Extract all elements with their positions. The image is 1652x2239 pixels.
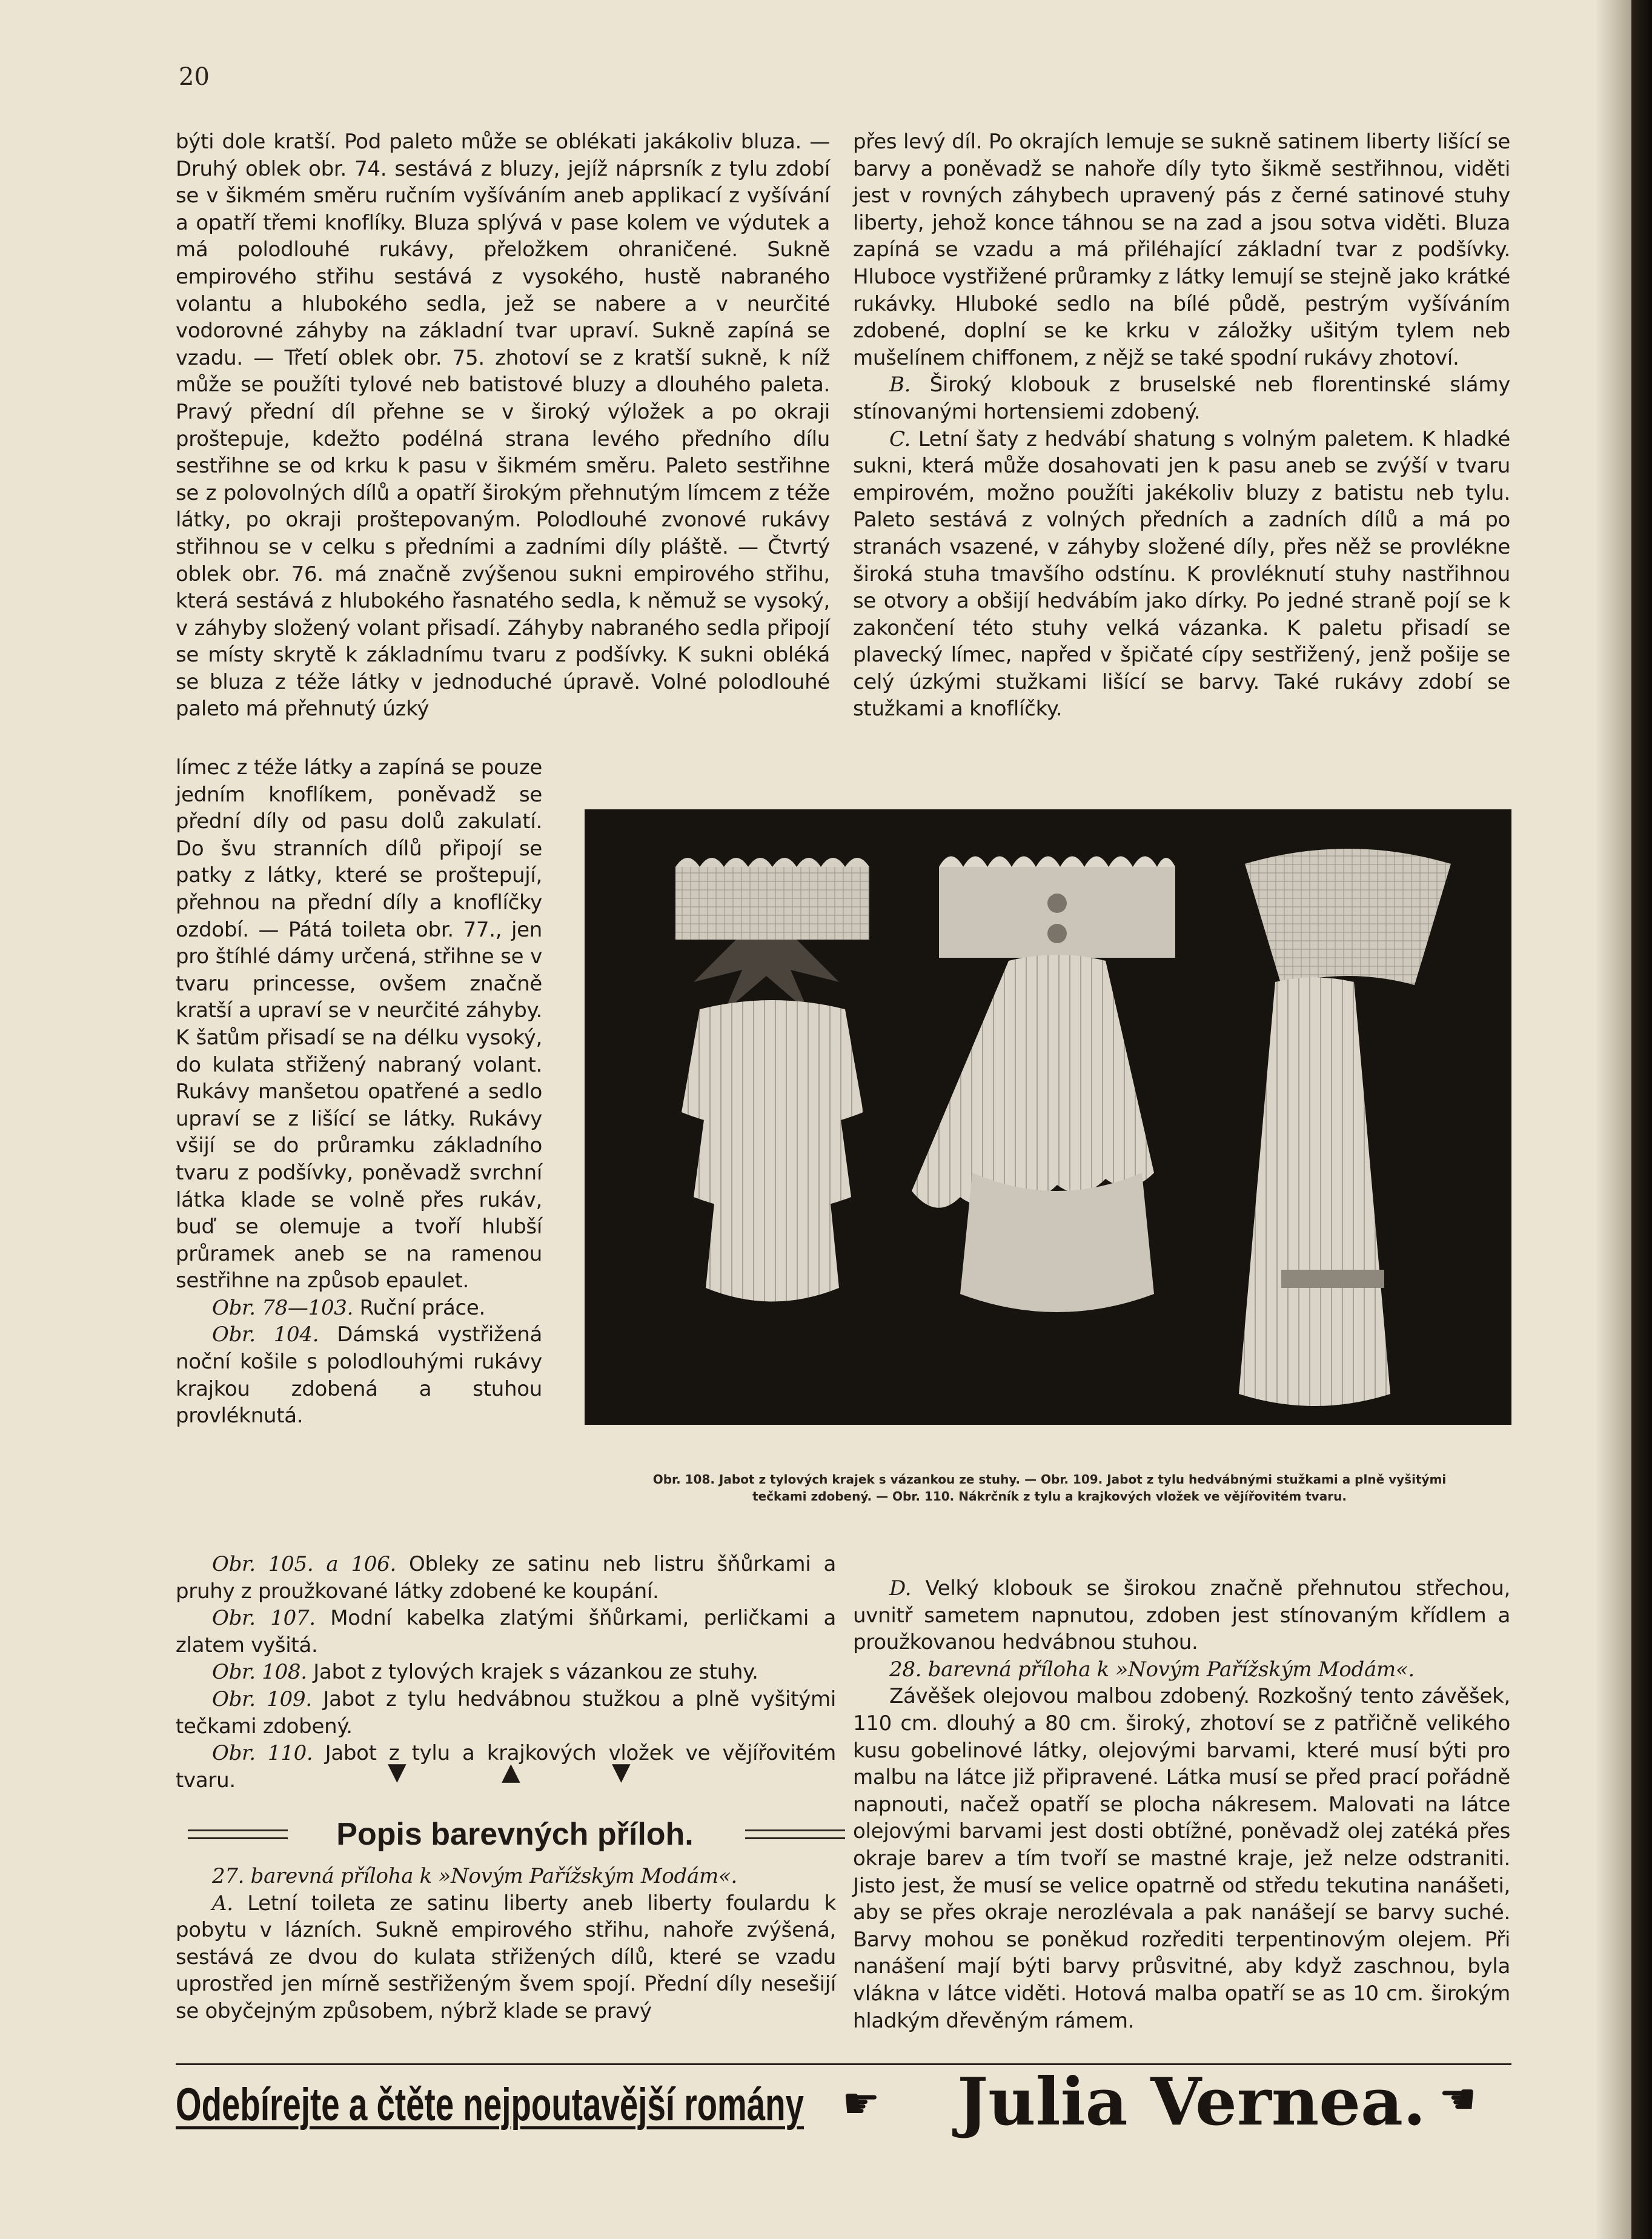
text-obr-108: Jabot z tylových krajek s vázankou ze stuhy.: [313, 1660, 758, 1685]
label-obr-109: Obr. 109.: [212, 1687, 312, 1711]
text-item-d: Velký klobouk se širokou značně přehnutou střechou, uvnitř sametem napnutou, zdoben jest stínovaným křídlem a proužkovanou hedvábnou stuhou.: [853, 1576, 1510, 1655]
paragraph-outfits-74-76: býti dole kratší. Pod paleto může se oblékati jakákoliv bluza. — Druhý oblek obr. 74. sestává z bluzy, jejíž náprsník z tylu zdobí se v šikmém směru ručním vyšíváním aneb applikací z vyšívání a opatří třemi knoflíky. Bluza splývá v pase kolem ve výdutek a má polodlouhé rukávy, přeložkem ohraničené. Sukně empirového střihu sestává z vysokého, hustě nabraného volantu a hlubokého sedla, jež se nabere a v neurčité vodorovné záhyby na základní tvar upraví. Sukně zapíná se vzadu. — Třetí oblek obr. 75. zhotoví se z kratší sukně, k níž může se použíti tylové neb batistové bluzy a dlouhého paleta. Pravý přední díl přehne se v široký výložek a po okraji proštepuje, kdežto podélná strana levého předního dílu sestřihne se od krku k pasu v šikmém směru. Paleto sestřihne se z polovolných dílů a opatří širokým přehnutým límcem z téže látky, po okraji proštepovaným. Polodlouhé zvonové rukávy střihnou se v celku s předními a zadními díly pláště. — Čtvrtý oblek obr. 76. má značně zvýšenou sukni empirového střihu, která sestává z hlubokého řasnatého sedla, k němuž se vysoký, v záhyby složený volant přisadí. Záhyby nabraného sedla připojí se místy skrytě k základnímu tvaru z podšívky. K sukni obléká se bluza z téže látky v jednoduché úpravě. Volné polodlouhé paleto má přehnutý úzký: [176, 130, 830, 721]
text-item-b: Široký klobouk z bruselské neb florentinské slámy stínovanými hortensiemi zdobený.: [853, 373, 1510, 424]
text-obr-104: Dámská vystřižená noční košile s polodlouhými rukávy krajkou zdobená a stuhou provléknutá.: [176, 1322, 542, 1428]
pointing-hand-icon-right: ☛: [1439, 2074, 1477, 2124]
book-spine: [1631, 0, 1652, 2239]
caption-line-2: tečkami zdobený. — Obr. 110. Nákrčník z tylu a krajkových vložek ve vějířovitém tvaru.: [752, 1489, 1347, 1504]
left-column-top: [176, 128, 830, 723]
paragraph-item-a-continued: přes levý díl. Po okrajích lemuje se sukně satinem liberty lišící se barvy a poněvadž se nahoře díly tyto šikmě sestřihnou, viděti jest v rovných záhybech upravený pás z černé satinové stuhy liberty, jehož konce táhnou se na zad a jsou sotva viděti. Bluza zapíná se vzadu a má přiléhající základní tvar z podšívky. Hluboce vystřižené průramky z látky lemují se stejně jako krátké rukávky. Hluboké sedlo na bílé půdě, pestrým vyšíváním zdobené, doplní se ke krku v záložky ušitým tylem neb mušelínem chiffonem, z nějž se také spodní rukávy zhotoví.: [853, 130, 1510, 370]
label-obr-78-103: Obr. 78—103.: [212, 1295, 354, 1320]
plate-27-heading: 27. barevná příloha k »Novým Pařížským Modám«.: [212, 1864, 737, 1888]
jabot-illustration: [585, 809, 1511, 1425]
label-obr-110: Obr. 110.: [212, 1741, 313, 1766]
item-obr-104: [176, 1321, 542, 1429]
advert-slogan: Odebírejte a čtěte nejpoutavější romány: [176, 2079, 804, 2131]
item-c: [853, 426, 1510, 723]
item-obr-78-103: [176, 1295, 542, 1322]
label-obr-108: Obr. 108.: [212, 1660, 307, 1685]
text-obr-78-103: Ruční práce.: [359, 1295, 486, 1320]
text-obr-107: Modní kabelka zlatými šňůrkami, perličkami a zlatem vyšitá.: [176, 1606, 837, 1657]
plate-28-heading: 28. barevná příloha k »Novým Pařížským Modám«.: [889, 1657, 1415, 1682]
page-edge-shadow: [1595, 0, 1631, 2239]
color-plates-description: [176, 1863, 836, 2025]
ornament-triangle-down-left: ▼: [388, 1758, 406, 1786]
right-column-bottom: [853, 1575, 1510, 2034]
text-item-a: Letní toileta ze satinu liberty aneb liberty foulardu k pobytu v lázních. Sukně empirového střihu, nahoře zvýšená, sestává ze dvou do kulata střižených dílů, které se vzadu uprostřed jen mírně sestřiženým švem spojí. Přední díly nesešijí se obyčejným způsobem, nýbrž klade se pravý: [176, 1891, 836, 2023]
advert-author-name: Julia Vernea.: [957, 2064, 1426, 2140]
text-item-c: Letní šaty z hedvábí shatung s volným paletem. K hladké sukni, která může dosahovati jen k pasu aneb se zvýší v tvaru empirovém, možno použíti jakékoliv bluzy z batistu neb tylu. Paleto sestává z volných předních a zadních dílů a má po stranách vsazené, v záhyby složené díly, přes něž se provlékne široká stuha tmavšího odstínu. K provléknutí stuhy nastřihnou se otvory a obšijí hedvábím jako dírky. Po jedné straně pojí se k zakončení této stuhy velká vázanka. K paletu přisadí se plavecký límec, napřed v špičaté cípy sestřižený, jenž pošije se celý úzkými stužkami lišící se barvy. Také rukávy zdobí se stužkami a knoflíčky.: [853, 426, 1510, 721]
label-obr-105-106: Obr. 105. a 106.: [212, 1552, 396, 1576]
page-number: 20: [179, 63, 210, 91]
heading-rule-left: [188, 1829, 288, 1839]
ornament-triangle-up: ▲: [502, 1758, 520, 1786]
text-obr-109: Jabot z tylu hedvábnou stužkou a plně vyšitými tečkami zdobený.: [176, 1687, 836, 1739]
plate-27-item-a: [176, 1890, 836, 2025]
label-item-a: A.: [212, 1891, 233, 1916]
item-b: [853, 371, 1510, 425]
plate-28-text: Závěšek olejovou malbou zdobený. Rozkošný tento závěšek, 110 cm. dlouhý a 80 cm. široký, zhotoví se z patřičně velikého kusu gobelinové látky, olejovými barvami, které musí býti pro malbu na látce již připravené. Látka musí se před prací pořádně napnouti, načež opatří se plocha nákresem. Malovati na látce olejovými barvami jest dosti obtížné, poněvadž olej zatéká přes okraje barev a tím tvoří se mastné kraje, jež nelze odstraniti. Jisto jest, že musí se velice opatrně od středu tekutina nanášeti, aby se přes okraje nerozlévala a pak nanášejí se barvy suché. Barvy mohou se poněkud rozřediti terpentinovým olejem. Při nanášení mají býti barvy průsvitné, aby když zaschnou, byla vlákna v látce viděti. Hotová malba opatří se as 10 cm. širokým hladkým dřevěným rámem.: [853, 1684, 1510, 2033]
label-obr-104: Obr. 104.: [212, 1322, 319, 1347]
caption-line-1: Obr. 108. Jabot z tylových krajek s vázankou ze stuhy. — Obr. 109. Jabot z tylu hedvábnými stužkami a plně vyšitými: [652, 1472, 1447, 1487]
figure-caption: [569, 1471, 1530, 1505]
text-obr-105-106: Obleky ze satinu neb listru šňůrkami a pruhy z proužkované látky zdobené ke koupání.: [176, 1552, 837, 1604]
left-column-narrow: [176, 754, 542, 1430]
item-obr-105-106: [176, 1551, 836, 1605]
text-obr-110: Jabot z tylu a krajkových vložek ve vějířovitém tvaru.: [176, 1741, 836, 1793]
jabot-engraving: [585, 809, 1511, 1425]
heading-rule-right: [745, 1829, 845, 1839]
item-d: [853, 1575, 1510, 1656]
label-item-b: B.: [889, 373, 911, 397]
ornament-triangle-down-right: ▼: [612, 1758, 631, 1786]
label-item-c: C.: [889, 426, 911, 451]
label-item-d: D.: [889, 1576, 912, 1600]
label-obr-107: Obr. 107.: [212, 1606, 316, 1631]
pointing-hand-icon: ☛: [842, 2078, 880, 2128]
item-obr-108: [176, 1659, 836, 1686]
item-obr-109: [176, 1686, 836, 1740]
section-heading: [182, 1816, 839, 1859]
right-column-top: [853, 128, 1510, 723]
paragraph-outfit-77: límec z téže látky a zapíná se pouze jedním knoflíkem, poněvadž se přední díly od pasu dolů zakulatí. Do švu stranních dílů připojí se patky z látky, které se proštepují, přehnou na přední díly a knoflíčky ozdobí. — Pátá toileta obr. 77., jen pro štíhlé dámy určená, střihne se v tvaru princesse, ovšem značně kratší a upraví se v neurčité záhyby. K šatům přisadí se na délku vysoký, do kulata střižený nabraný volant. Rukávy manšetou opatřené a sedlo upraví se z lišící se látky. Rukávy všijí se do průramku základního tvaru z podšívky, poněvadž svrchní látka klade se volně přes rukáv, buď se olemuje a tvoří hlubší průramek aneb se na ramenou sestřihne na způsob epaulet.: [176, 755, 542, 1293]
section-title-text: Popis barevných příloh.: [336, 1817, 694, 1852]
item-obr-107: [176, 1605, 836, 1659]
